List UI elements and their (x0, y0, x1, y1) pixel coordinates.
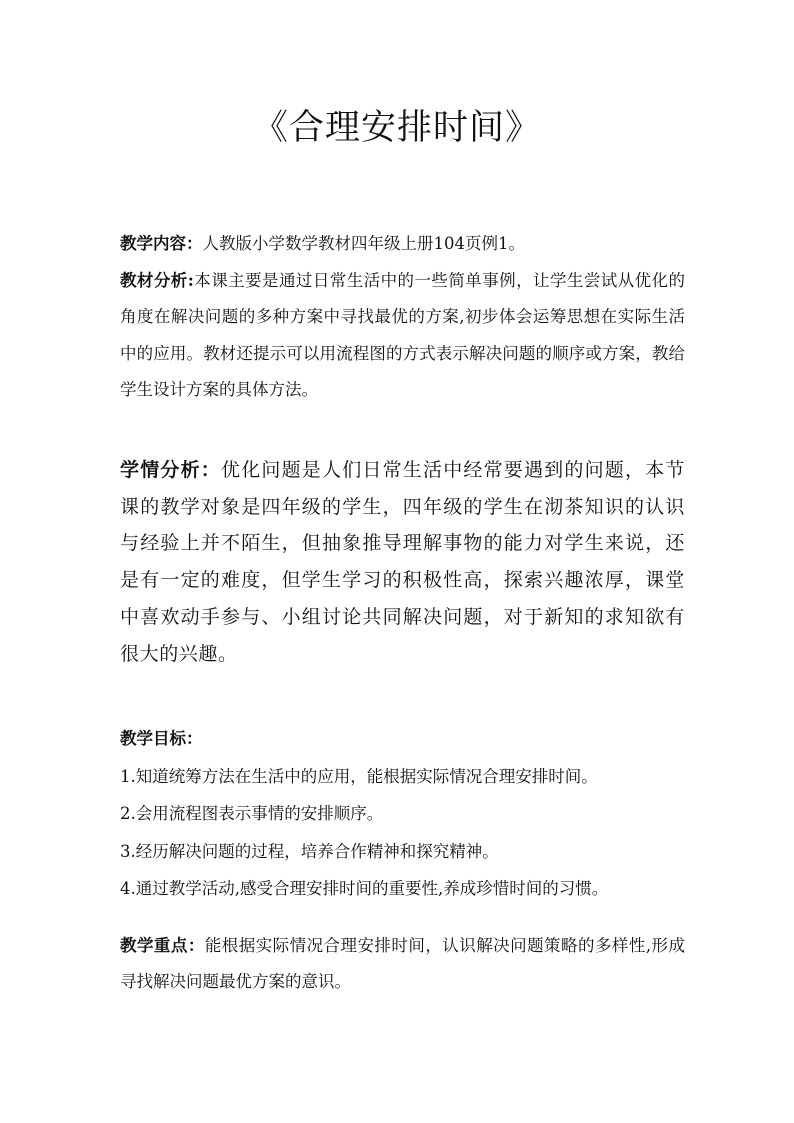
learner-analysis-section (120, 452, 685, 672)
document-title: 《合理安排时间》 (252, 108, 541, 148)
teaching-goals-heading: 教学目标： (120, 729, 203, 748)
learner-analysis-label: 学情分析： (120, 459, 221, 481)
teaching-content-label: 教学内容： (120, 234, 203, 253)
material-analysis-paragraph (120, 263, 685, 409)
goal-item: 2.会用流程图表示事情的安排顺序。 (120, 804, 384, 823)
goal-item: 3.经历解决问题的过程，培养合作精神和探究精神。 (120, 841, 499, 861)
goal-item: 4.通过教学活动,感受合理安排时间的重要性,养成珍惜时间的习惯。 (120, 879, 609, 898)
teaching-content-text: 人教版小学数学教材四年级上册104页例1。 (202, 234, 525, 253)
teaching-content-paragraph (120, 226, 685, 263)
teaching-goals-section (120, 720, 685, 908)
teaching-focus-label: 教学重点： (120, 936, 205, 955)
teaching-focus-text: 能根据实际情况合理安排时间，认识解决问题策略的多样性,形成寻找解决问题最优方案的意识。 (120, 936, 685, 991)
teaching-focus-paragraph (120, 928, 685, 1000)
goal-item: 1.知道统筹方法在生活中的应用，能根据实际情况合理安排时间。 (120, 766, 598, 786)
content-and-material-section (120, 226, 685, 409)
learner-analysis-text: 优化问题是人们日常生活中经常要遇到的问题，本节课的教学对象是四年级的学生，四年级的学生在沏茶知识的认识与经验上并不陌生，但抽象推导理解事物的能力对学生来说，还是有一定的难度，但学生学习的积极性高，探索兴趣浓厚，课堂中喜欢动手参与、小组讨论共同解决问题，对于新知的求知欲有很大的兴趣。 (120, 459, 685, 665)
learner-analysis-paragraph (120, 452, 685, 672)
material-analysis-text: 本课主要是通过日常生活中的一些简单事例，让学生尝试从优化的角度在解决问题的多种方案中寻找最优的方案,初步体会运筹思想在实际生活中的应用。教材还提示可以用流程图的方式表示解决问题的顺序或方案，教给学生设计方案的具体方法。 (120, 270, 686, 399)
teaching-focus-section (120, 928, 685, 1000)
material-analysis-label: 教材分析: (120, 270, 194, 290)
